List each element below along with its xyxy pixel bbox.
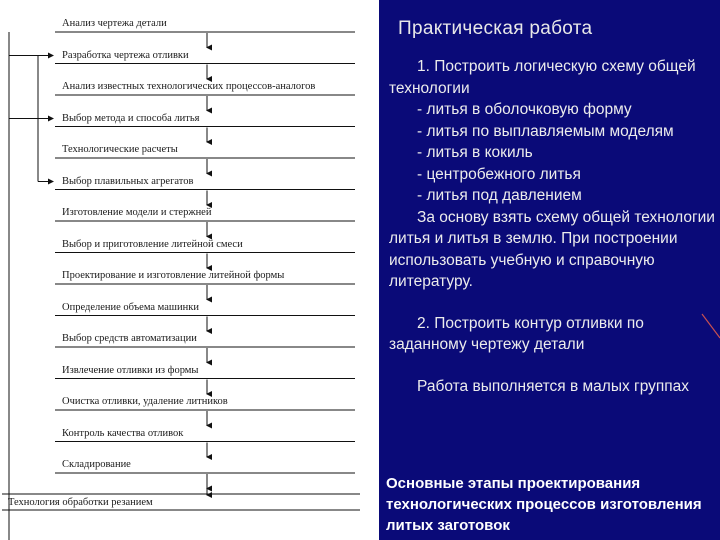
task1-note: За основу взять схему общей технологии литья и литья в землю. При построении использовать учебную и справочную литературу.	[389, 208, 715, 290]
task1-item: - литья под давлением	[417, 187, 582, 204]
task-description	[389, 56, 715, 397]
flow-step: Выбор плавильных агрегатов	[62, 175, 194, 187]
flow-step: Определение объема машинки	[62, 301, 199, 313]
flow-step: Выбор метода и способа литья	[62, 112, 200, 124]
flow-step: Анализ чертежа детали	[62, 18, 167, 29]
flow-step: Выбор и приготовление литейной смеси	[62, 238, 243, 250]
flow-step: Анализ известных технологических процессов-аналогов	[62, 81, 316, 92]
flow-step: Складирование	[62, 459, 131, 470]
flow-step: Разработка чертежа отливки	[62, 49, 189, 61]
figure-caption: Основные этапы проектирования технологических процессов изготовления литых заготовок	[386, 475, 702, 534]
flow-step: Контроль качества отливок	[62, 427, 184, 439]
flow-step: Технологические расчеты	[62, 144, 178, 155]
flow-step: Выбор средств автоматизации	[62, 333, 197, 344]
decorative-line	[700, 312, 720, 342]
task1-item: - литья по выплавляемым моделям	[417, 122, 674, 140]
flow-step: Проектирование и изготовление литейной формы	[62, 270, 285, 281]
task2-text: 2. Построить контур отливки по заданному чертежу детали	[389, 314, 644, 353]
groups-note: Работа выполняется в малых группах	[417, 377, 690, 395]
flow-step: Очистка отливки, удаление литников	[62, 396, 228, 407]
task1-heading: 1. Построить логическую схему общей технологии	[389, 58, 696, 97]
flow-step-bottom: Технология обработки резанием	[8, 497, 153, 508]
slide-title: Практическая работа	[398, 18, 593, 39]
task1-item: - литья в кокиль	[417, 144, 533, 161]
flow-step: Извлечение отливки из формы	[62, 364, 199, 376]
task1-item: - центробежного литья	[417, 165, 581, 183]
flow-step: Изготовление модели и стержней	[62, 207, 212, 218]
task1-item: - литья в оболочковую форму	[417, 101, 632, 118]
